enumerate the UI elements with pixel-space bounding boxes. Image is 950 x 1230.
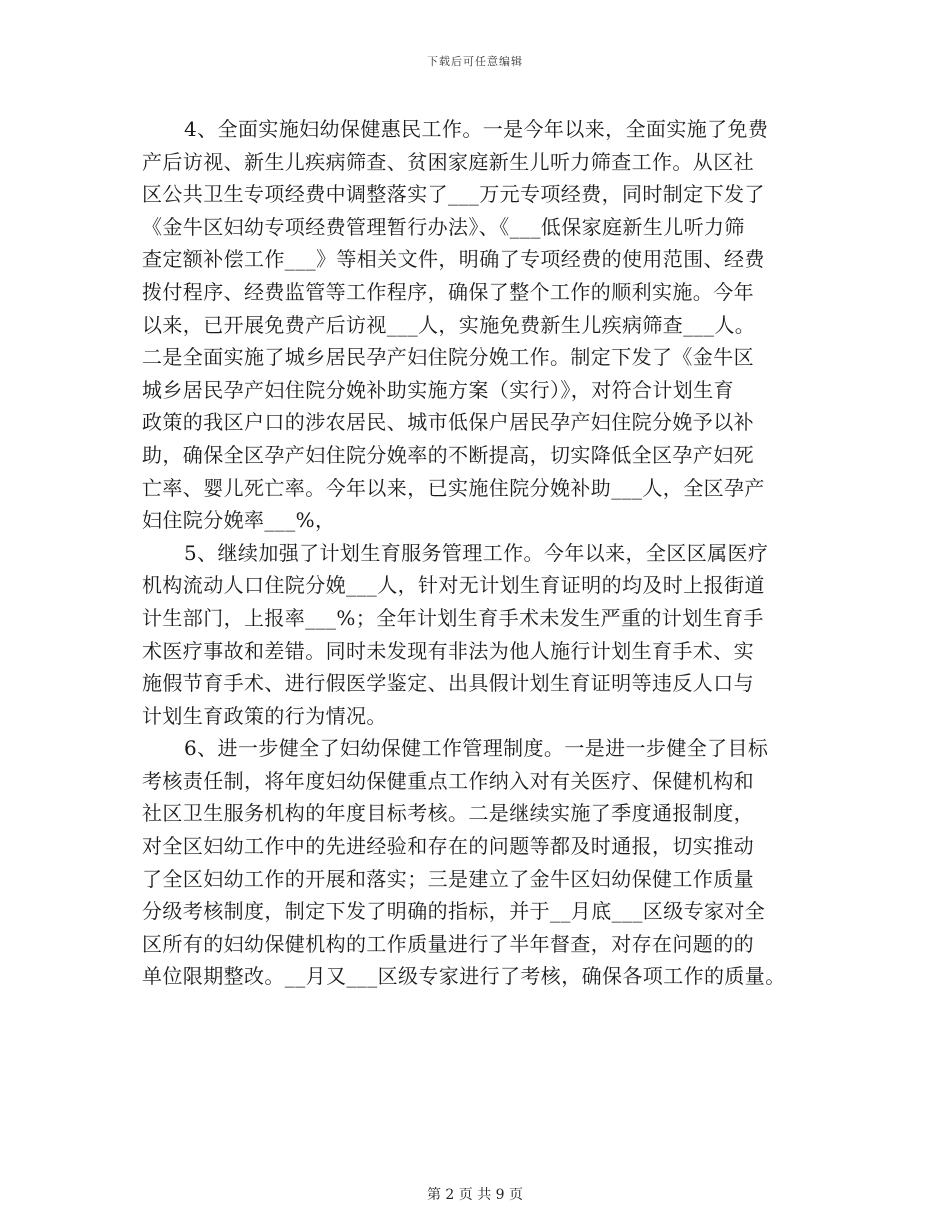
paragraph-line: 城乡居民孕产妇住院分娩补助实施方案（实行）》，对符合计划生育: [142, 377, 734, 402]
paragraph-line: 查定额补偿工作___》等相关文件，明确了专项经费的使用范围、经费: [142, 247, 765, 272]
page-number-footer: 第 2 页 共 9 页: [426, 1187, 524, 1203]
paragraph-line: 考核责任制，将年度妇幼保健重点工作纳入对有关医疗、保健机构和: [142, 768, 754, 793]
paragraph-line: 拨付程序、经费监管等工作程序，确保了整个工作的顺利实施。今年: [142, 279, 754, 304]
paragraph-line: 以来，已开展免费产后访视___人，实施免费新生儿疾病筛查___人。: [142, 312, 756, 337]
paragraph-line: 对全区妇幼工作中的先进经验和存在的问题等都及时通报，切实推动: [142, 834, 754, 859]
paragraph-line: 二是全面实施了城乡居民孕产妇住院分娩工作。制定下发了《金牛区: [142, 345, 754, 370]
paragraph-line: 计生部门，上报率___%；全年计划生育手术未发生严重的计划生育手: [142, 605, 764, 630]
paragraph-line: 妇住院分娩率___%，: [142, 508, 336, 533]
paragraph-line: 区所有的妇幼保健机构的工作质量进行了半年督查，对存在问题的的: [142, 931, 754, 956]
paragraph-line: 术医疗事故和差错。同时未发现有非法为他人施行计划生育手术、实: [142, 638, 754, 663]
page-header: 下载后可任意编辑: [427, 55, 523, 68]
paragraph-line: 单位限期整改。__月又___区级专家进行了考核，确保各项工作的质量。: [142, 964, 786, 989]
paragraph-line: 社区卫生服务机构的年度目标考核。二是继续实施了季度通报制度，: [142, 801, 754, 826]
paragraph-line: 产后访视、新生儿疾病筛查、贫困家庭新生儿听力筛查工作。从区社: [142, 149, 754, 174]
paragraph-line: 助，确保全区孕产妇住院分娩率的不断提高，切实降低全区孕产妇死: [142, 442, 754, 467]
paragraph-line: 《金牛区妇幼专项经费管理暂行办法》、《___低保家庭新生儿听力筛: [142, 214, 745, 239]
paragraph-line: 政策的我区户口的涉农居民、城市低保户居民孕产妇住院分娩予以补: [142, 410, 754, 435]
paragraph-line: 分级考核制度，制定下发了明确的指标，并于__月底___区级专家对全: [142, 899, 766, 924]
paragraph-line: 6、进一步健全了妇幼保健工作管理制度。一是进一步健全了目标: [184, 736, 769, 761]
paragraph-line: 区公共卫生专项经费中调整落实了___万元专项经费，同时制定下发了: [142, 182, 765, 207]
paragraph-line: 5、继续加强了计划生育服务管理工作。今年以来，全区区属医疗: [184, 540, 769, 565]
paragraph-line: 了全区妇幼工作的开展和落实；三是建立了金牛区妇幼保健工作质量: [142, 866, 754, 891]
paragraph-line: 机构流动人口住院分娩___人，针对无计划生育证明的均及时上报街道: [142, 573, 765, 598]
paragraph-line: 计划生育政策的行为情况。: [142, 703, 387, 728]
paragraph-line: 4、全面实施妇幼保健惠民工作。一是今年以来，全面实施了免费: [184, 117, 769, 141]
document-body: [142, 113, 832, 993]
paragraph-line: 施假节育手术、进行假医学鉴定、出具假计划生育证明等违反人口与: [142, 671, 754, 696]
paragraph-line: 亡率、婴儿死亡率。今年以来，已实施住院分娩补助___人，全区孕产: [142, 475, 765, 500]
